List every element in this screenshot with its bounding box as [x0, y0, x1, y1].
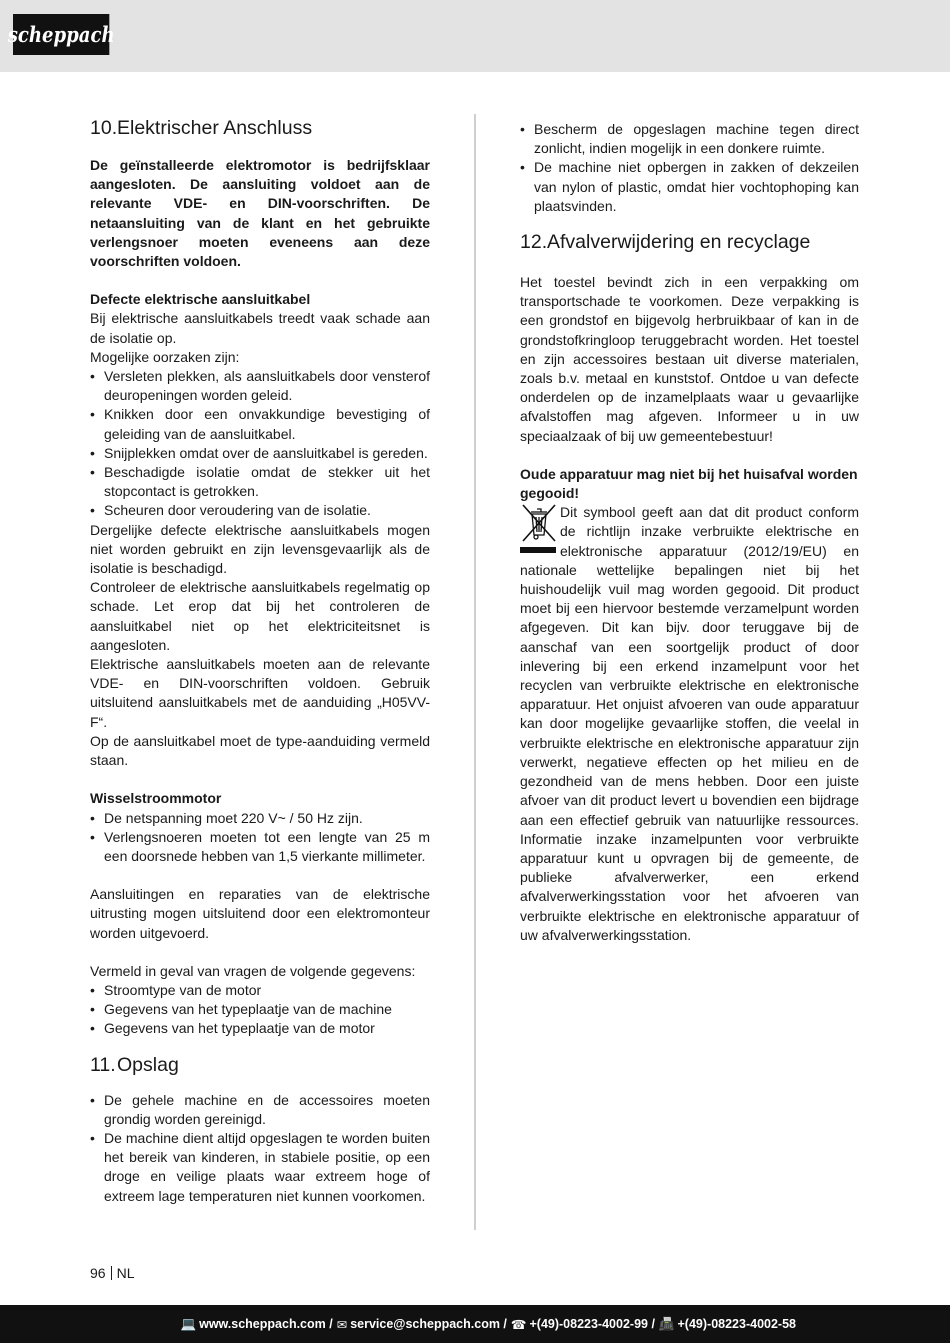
list-item: • Gegevens van het typeplaatje van de motor — [90, 1019, 430, 1038]
list-item: • Scheuren door veroudering van de isolatie. — [90, 501, 430, 520]
phone-icon: ☎ — [510, 1317, 527, 1332]
questions-list — [90, 981, 430, 1039]
list-item: • Gegevens van het typeplaatje van de machine — [90, 1000, 430, 1019]
repairs-paragraph: Aansluitingen en reparaties van de elektrische uitrusting mogen uitsluitend door een elektromonteur worden uitgevoerd. — [90, 886, 430, 941]
storage-list-continued — [520, 120, 859, 216]
list-item: • Stroomtype van de motor — [90, 981, 430, 1000]
defect-paragraph: Dergelijke defecte elektrische aansluitkabels mogen niet worden gebruikt en zijn levensgevaarlijk als de isolatie is beschadigd. — [90, 521, 430, 577]
defect-cable-subheading: Defecte elektrische aansluitkabel — [90, 291, 311, 308]
list-item: • De machine dient altijd opgeslagen te worden buiten het bereik van kinderen, in stabiele positie, op een droge en veilige plaats waar extreem hoge of extreem lage temperaturen niet kunnen voorkomen. — [90, 1129, 430, 1206]
section-10-intro: De geïnstalleerde elektromotor is bedrijfsklaar aangesloten. De aansluiting voldoet aan de relevante VDE- en DIN-voorschriften. De netaansluiting van de klant en het gebruikte verlengsnoer moeten eveneens aan deze voorschriften voldoen. — [90, 157, 430, 270]
section-10-heading: 10. Elektrischer Anschluss — [90, 117, 313, 139]
fax-icon: 📠 — [658, 1316, 675, 1331]
defect-causes-intro: Mogelijke oorzaken zijn: — [90, 348, 240, 365]
ac-motor-list — [90, 809, 430, 867]
defect-causes-list — [90, 367, 430, 521]
brand-logo: scheppach — [13, 14, 109, 55]
column-divider — [474, 114, 476, 1230]
list-item: • Versleten plekken, als aansluitkabels door vensterof deuropeningen worden geleid. — [90, 367, 430, 405]
list-item: • De netspanning moet 220 V~ / 50 Hz zijn. — [90, 809, 430, 828]
phone-number: +(49)-08223-4002-99 / — [529, 1317, 655, 1331]
crossed-bin-icon — [520, 503, 558, 555]
list-item: • Snijplekken omdat over de aansluitkabel is gereden. — [90, 444, 430, 463]
website-link[interactable]: www.scheppach.com / — [199, 1317, 333, 1331]
mail-icon: ✉ — [336, 1317, 348, 1332]
defect-paragraph: Bij elektrische aansluitkabels treedt vaak schade aan de isolatie op. — [90, 310, 430, 346]
section-12-heading: 12. Afvalverwijdering en recyclage — [520, 231, 811, 254]
questions-paragraph: Vermeld in geval van vragen de volgende gegevens: — [90, 962, 416, 979]
list-item: • Knikken door een onvakkundige bevestiging of geleiding van de aansluitkabel. — [90, 405, 430, 443]
list-item: • Verlengsnoeren moeten tot een lengte van 25 m een doorsnede hebben van 1,5 vierkante millimeter. — [90, 828, 430, 866]
section-11-heading: 11. Opslag — [90, 1053, 179, 1076]
list-item: • Beschadigde isolatie omdat de stekker uit het stopcontact is getrokken. — [90, 463, 430, 501]
footer-bar — [0, 1305, 950, 1343]
weee-paragraph: Dit symbool geeft aan dat dit product conform de richtlijn inzake verbruikte elektrische en elektronische apparatuur (2012/19/EU) en nationale wettelijke bepalingen niet bij het huishoudelijk vuil mag worden gegooid. Dit product moet bij een hiervoor bestemde verzamelpunt worden afgegeven. Dit kan bijv. door teruggave bij de aanschaf van een soortgelijk product of door inlevering bij een erkend inzamelpunt voor het recyclen van verbruikte elektrische en elektronische apparatuur. Het onjuist afvoeren van oude apparatuur kan door mogelijke gevaarlijke stoffen, die veelal in verbruikte elektrische en elektronische apparatuur zijn verwerkt, negatieve effecten op het milieu en de gezondheid van de mens hebben. Door een juiste afvoer van dit product levert u bovendien een bijdrage aan een effectief gebruik van natuurlijke ressources. Informatie inzake inzamelpunten voor verbruikte apparatuur kunt u opvragen bij de gemeente, de publieke afvalverwerker, een erkend afvalverwerkingsstation voor het afvoeren van verbruikte elektrische en elektronische apparatuur of uw afvalverwerkingsstation. — [520, 504, 859, 943]
defect-paragraph: Elektrische aansluitkabels moeten aan de relevante VDE- en DIN-voorschriften voldoen. Gebruik uitsluitend aansluitkabels met de aanduiding „H05VV-F“. — [90, 656, 430, 730]
fax-number: +(49)-08223-4002-58 — [677, 1317, 796, 1331]
right-column — [520, 120, 859, 945]
defect-paragraph: Op de aansluitkabel moet de type-aanduiding vermeld staan. — [90, 732, 430, 769]
list-item: • De gehele machine en de accessoires moeten grondig worden gereinigd. — [90, 1091, 430, 1129]
email-link[interactable]: service@scheppach.com / — [350, 1317, 507, 1331]
weee-warning: Oude apparatuur mag niet bij het huisafval worden gegooid! — [520, 465, 858, 502]
header-bar — [0, 0, 950, 72]
computer-icon: 💻 — [180, 1316, 197, 1331]
left-column — [90, 116, 430, 1206]
ac-motor-subheading: Wisselstroommotor — [90, 790, 222, 807]
recycling-paragraph: Het toestel bevindt zich in een verpakking om transportschade te voorkomen. Deze verpakking is een grondstof en bijgevolg herbruikbaar of kan in de grondstofkringloop teruggebracht worden. Het toestel en zijn accessoires bestaan uit diverse materialen, zoals b.v. metaal en kunststof. Ontdoe u van defecte onderdelen op de inzamelplaats waar u gevaarlijke afvalstoffen mag afgeven. Informeer u in uw speciaalzaak of bij uw gemeentebestuur! — [520, 274, 859, 444]
page-number: 96 NL — [90, 1265, 135, 1281]
list-item: • Bescherm de opgeslagen machine tegen direct zonlicht, indien mogelijk in een donkere ruimte. — [520, 120, 859, 158]
list-item: • De machine niet opbergen in zakken of dekzeilen van nylon of plastic, omdat hier vochtophoping kan plaatsvinden. — [520, 158, 859, 216]
storage-list — [90, 1091, 430, 1206]
defect-paragraph: Controleer de elektrische aansluitkabels regelmatig op schade. Let erop dat bij het controleren de aansluitkabel niet op het elektriciteitsnet is aangesloten. — [90, 579, 430, 653]
